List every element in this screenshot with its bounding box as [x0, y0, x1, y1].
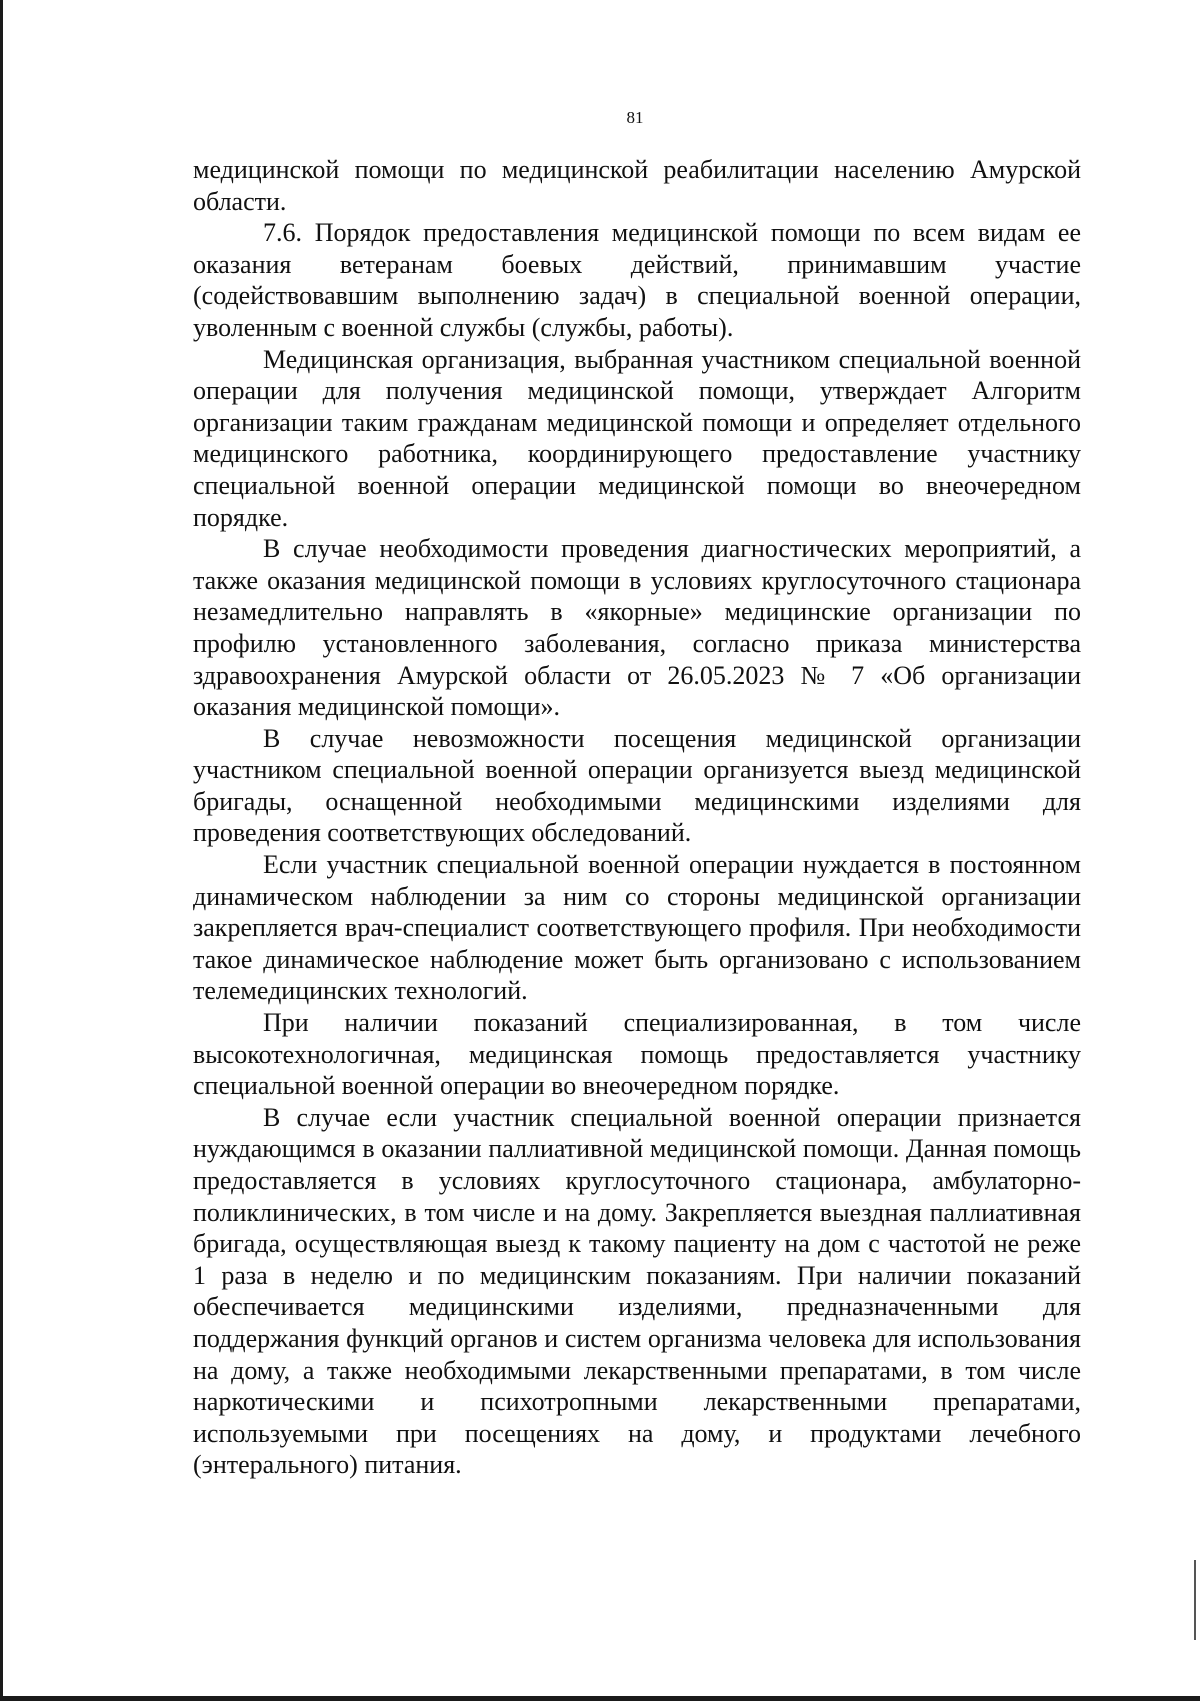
paragraph-continuation: медицинской помощи по медицинской реабилитации населению Амурской области. — [193, 155, 1081, 216]
paragraph-brigade-visit: В случае невозможности посещения медицинской организации участником специальной военной операции организуется выезд медицинской бригады, оснащенной необходимыми медицинскими изделиями для проведения соответствующих обследований. — [193, 723, 1081, 848]
paragraph-diagnostics: В случае необходимости проведения диагностических мероприятий, а также оказания медицинской помощи в условиях круглосуточного стационара незамедлительно направлять в «якорные» медицинские организации по профилю установленного заболевания, согласно приказа министерства здравоохранения Амурской области от 26.05.2023 № 7 «Об организации оказания медицинской помощи». — [193, 534, 1081, 722]
paragraph-algorithm: Медицинская организация, выбранная участником специальной военной операции для получения медицинской помощи, утверждает Алгоритм организации таким гражданам медицинской помощи и определяет отдельного медицинского работника, координирующего предоставление участнику специальной военной операции медицинской помощи во внеочередном порядке. — [193, 344, 1081, 532]
document-body — [193, 154, 1081, 1481]
scan-border-bottom — [0, 1696, 1200, 1701]
page-number: 81 — [626, 108, 644, 127]
scan-mark-right — [1194, 1560, 1196, 1640]
section-heading-7-6: 7.6. Порядок предоставления медицинской помощи по всем видам ее оказания ветеранам боевых действий, принимавшим участие (содействовавшим выполнению задач) в специальной военной операции, уволенным с военной службы (службы, работы). — [193, 218, 1081, 342]
paragraph-palliative-care: В случае если участник специальной военной операции признается нуждающимся в оказании паллиативной медицинской помощи. Данная помощь предоставляется в условиях круглосуточного стационара, амбулаторно-поликлинических, в том числе и на дому. Закрепляется выездная паллиативная бригада, осуществляющая выезд к такому пациенту на дом с частотой не реже 1 раза в неделю и по медицинским показаниям. При наличии показаний обеспечивается медицинскими изделиями, предназначенными для поддержания функций органов и систем организма человека для использования на дому, а также необходимыми лекарственными препаратами, в том числе наркотическими и психотропными лекарственными препаратами, используемыми при посещениях на дому, и продуктами лечебного (энтерального) питания. — [193, 1102, 1081, 1480]
paragraph-high-tech-care: При наличии показаний специализированная, в том числе высокотехнологичная, медицинская помощь предоставляется участнику специальной военной операции во внеочередном порядке. — [193, 1008, 1081, 1101]
paragraph-monitoring: Если участник специальной военной операции нуждается в постоянном динамическом наблюдении за ним со стороны медицинской организации закрепляется врач-специалист соответствующего профиля. При необходимости такое динамическое наблюдение может быть организовано с использованием телемедицинских технологий. — [193, 850, 1081, 1006]
scan-border-left — [0, 0, 3, 1701]
